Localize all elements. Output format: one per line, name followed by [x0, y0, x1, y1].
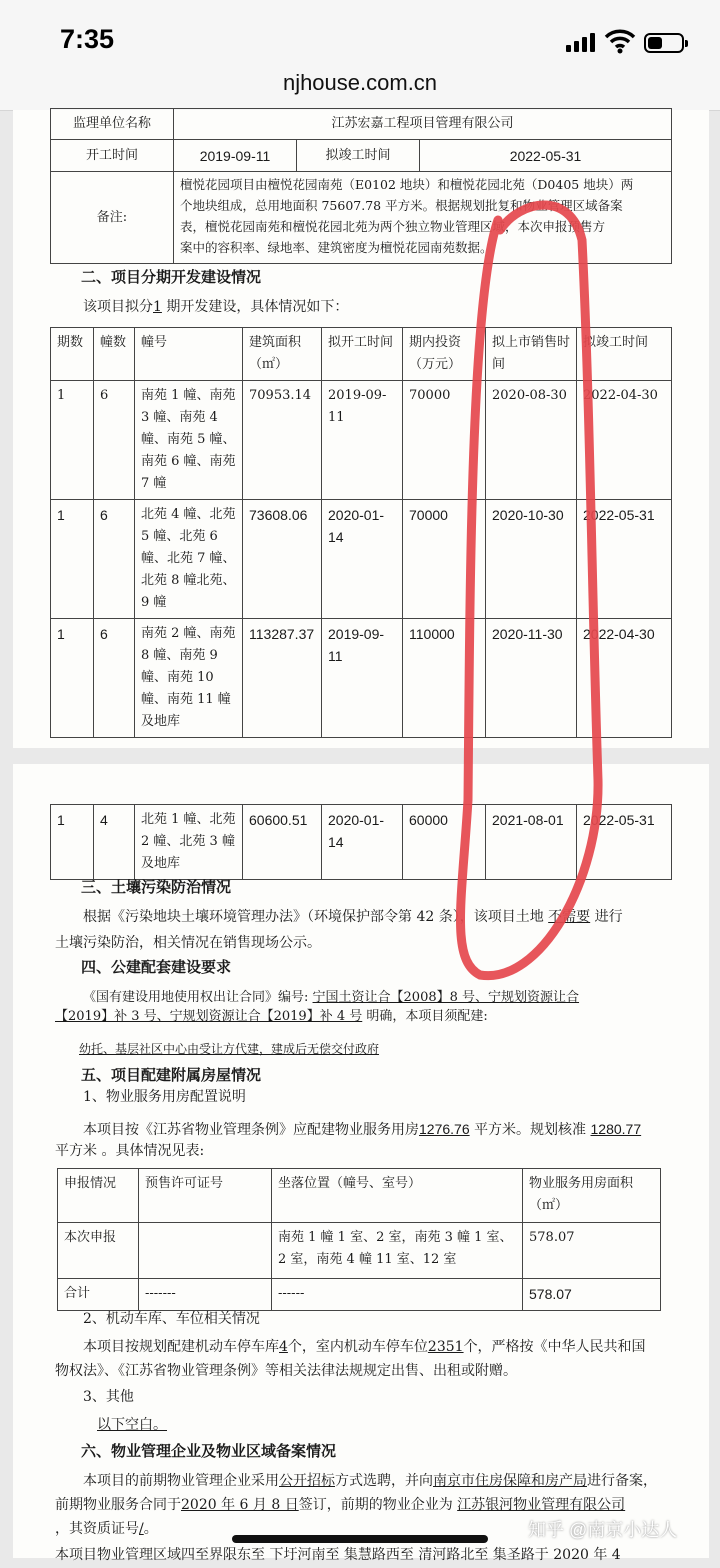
section-4-title: 四、公建配套建设要求	[81, 958, 232, 976]
section-2-intro: 该项目拟分1 期开发建设，具体情况如下：	[83, 299, 349, 315]
section-5-line-1: 本项目按《江苏省物业管理条例》应配建物业服务用房1276.76 平方米。规划核准 1280.77	[83, 1121, 642, 1138]
battery-icon	[644, 33, 684, 53]
table-row: 1 4 北苑 1 幢、北苑 2 幢、北苑 3 幢及地库 60600.51 2020-01-14 60000 2021-08-01 2022-05-31	[51, 805, 672, 880]
table-row: 1 6 南苑 1 幢、南苑 3 幢、南苑 4 幢、南苑 5 幢、南苑 6 幢、南苑 7 幢 70953.14 2019-09-11 70000 2020-08-30 2022-04-30	[51, 381, 672, 500]
section-6-title: 六、物业管理企业及物业区域备案情况	[81, 1442, 337, 1460]
section-5-sub-1: 1、物业服务用房配置说明	[83, 1089, 246, 1105]
blank-note: 以下空白。	[97, 1417, 167, 1433]
section-6-line-1: 本项目的前期物业管理企业采用公开招标方式选聘，并向南京市住房保障和房产局进行备案，	[83, 1473, 657, 1489]
section-6-line-3: ，其资质证号/。	[55, 1521, 158, 1537]
project-info-table	[50, 108, 672, 264]
section-5-sub-3: 3、其他	[83, 1389, 134, 1405]
section-2-title: 二、项目分期开发建设情况	[81, 268, 262, 286]
supervisor-label: 监理单位名称	[51, 109, 174, 140]
section-6-line-2: 前期物业服务合同于2020 年 6 月 8 日签订，前期的物业企业为 江苏银河物业管理有限公司	[55, 1497, 626, 1513]
document-page-2	[13, 764, 709, 1563]
section-5-sub-2: 2、机动车库、车位相关情况	[83, 1311, 260, 1327]
table-row: 1 6 南苑 2 幢、南苑 8 幢、南苑 9 幢、南苑 10 幢、南苑 11 幢及地库 113287.37 2019-09-11 110000 2020-11-30 2022-04-30	[51, 619, 672, 738]
clock: 7:35	[60, 24, 115, 54]
finish-label: 拟竣工时间	[297, 140, 420, 172]
section-5-line-2: 平方米 。具体情况见表:	[55, 1143, 205, 1159]
finish-value: 2022-05-31	[420, 140, 672, 172]
cellular-signal-icon	[566, 32, 598, 52]
start-value: 2019-09-11	[174, 140, 297, 172]
note-label: 备注:	[51, 172, 174, 264]
watermark: 知乎 @南京小达人	[528, 1520, 678, 1540]
supervisor-value: 江苏宏嘉工程项目管理有限公司	[174, 109, 672, 140]
section-3-line-2: 土壤污染防治，相关情况在销售现场公示。	[55, 935, 321, 951]
section-6-line-4: 本项目物业管理区域四至界限东至 下圩河南至 集慧路西至 清河路北至 集圣路于 2020 年 4	[55, 1547, 621, 1563]
status-bar	[0, 0, 720, 111]
section-3-title: 三、土壤污染防治情况	[81, 878, 232, 896]
table-row: 合计 ------- ------ 578.07	[58, 1279, 661, 1311]
parking-line-1: 本项目按规划配建机动车停车库4个，室内机动车停车位2351个，严格按《中华人民共和国	[83, 1339, 646, 1355]
service-room-table: 申报情况 预售许可证号 坐落位置（幢号、室号） 物业服务用房面积（㎡） 本次申报 南苑 1 幢 1 室、2 室，南苑 3 幢 1 室、2 室，南苑 4 幢 11 室、12 室 578.07 合计 ------- ------ 578.07	[57, 1168, 661, 1311]
address-bar-url[interactable]: njhouse.com.cn	[282, 70, 438, 95]
table-row: 本次申报 南苑 1 幢 1 室、2 室，南苑 3 幢 1 室、2 室，南苑 4 幢 11 室、12 室 578.07	[58, 1223, 661, 1279]
note-text: 檀悦花园项目由檀悦花园南苑（E0102 地块）和檀悦花园北苑（D0405 地块）两 个地块组成，总用地面积 75607.78 平方米。根据规划批复和物业管理区域备案 表，檀悦花园南苑和檀悦花园北苑为两个独立物业管理区域，本次申报预售方 案中的容积率、绿地率、建筑密度为檀悦花园南苑数据。	[174, 172, 672, 264]
start-label: 开工时间	[51, 140, 174, 172]
phase-table: 期数 幢数 幢号 建筑面积（㎡） 拟开工时间 期内投资（万元） 拟上市销售时间 拟竣工时间 1 6 南苑 1 幢、南苑 3 幢、南苑 4 幢、南苑 5 幢、南苑 6 幢、南苑 7 幢 70953.14 2019-09-11 70000 2020-08-30 2022-04-30 1 6 北苑 4 幢、北苑 5 幢、北苑 6 幢、北苑 7 幢、北苑 8 幢北苑、9 幢 73608.06 2020-01-14 70000 2020-10-30 2022-05-31 1 6 南苑 2 幢、南苑 8 幢、南苑 9 幢、南苑 10 幢、南苑 11 幢及地库 113287.37 2019-09-11 110000 2020-11-30 2022-04-30	[50, 327, 672, 738]
phase-table-continued	[50, 804, 672, 880]
section-4-line-1: 《国有建设用地使用权出让合同》编号: 宁国土资让合【2008】8 号、宁规划资源让合	[83, 990, 580, 1005]
document-page-1	[13, 110, 709, 748]
section-5-title: 五、项目配建附属房屋情况	[81, 1066, 262, 1084]
table-row: 1 6 北苑 4 幢、北苑 5 幢、北苑 6 幢、北苑 7 幢、北苑 8 幢北苑、9 幢 73608.06 2020-01-14 70000 2020-10-30 2022-05-31	[51, 500, 672, 619]
home-indicator[interactable]	[232, 1535, 488, 1543]
parking-line-2: 物权法》、《江苏省物业管理条例》等相关法律法规规定出售、出租或附赠。	[55, 1363, 517, 1379]
section-3-line-1: 根据《污染地块土壤环境管理办法》（环境保护部令第 42 条），该项目土地 不需要 进行	[83, 909, 623, 925]
section-4-line-2: 【2019】补 3 号、宁规划资源让合【2019】补 4 号 明确，本项目须配建:	[55, 1009, 488, 1024]
wifi-icon	[604, 28, 636, 54]
section-4-line-3: 幼托、基层社区中心由受让方代建，建成后无偿交付政府	[79, 1042, 380, 1056]
